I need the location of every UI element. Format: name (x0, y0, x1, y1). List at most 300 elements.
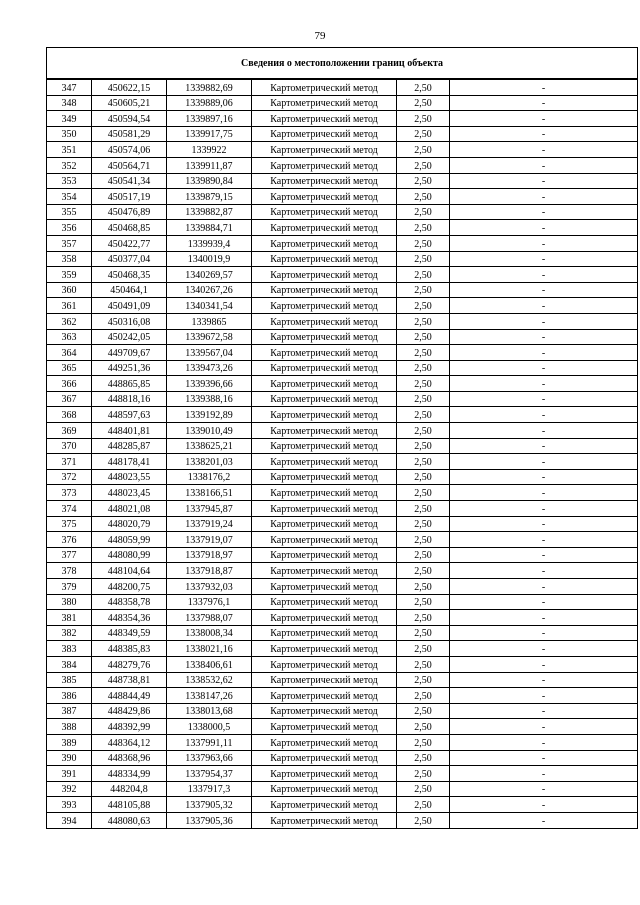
point-number-cell: 360 (47, 282, 92, 298)
x-coordinate-cell: 448279,76 (92, 656, 167, 672)
precision-cell: 2,50 (397, 563, 450, 579)
description-cell: - (450, 407, 638, 423)
precision-cell: 2,50 (397, 345, 450, 361)
description-cell: - (450, 173, 638, 189)
method-cell: Картометрический метод (252, 641, 397, 657)
precision-cell: 2,50 (397, 469, 450, 485)
method-cell: Картометрический метод (252, 812, 397, 828)
precision-cell: 2,50 (397, 235, 450, 251)
y-coordinate-cell: 1339882,87 (167, 204, 252, 220)
table-row (47, 267, 638, 283)
table-row (47, 688, 638, 704)
table-header: Сведения о местоположении границ объекта (47, 48, 638, 80)
precision-cell: 2,50 (397, 485, 450, 501)
x-coordinate-cell: 448385,83 (92, 641, 167, 657)
description-cell: - (450, 189, 638, 205)
y-coordinate-cell: 1337919,24 (167, 516, 252, 532)
table-row (47, 812, 638, 828)
method-cell: Картометрический метод (252, 126, 397, 142)
precision-cell: 2,50 (397, 189, 450, 205)
method-cell: Картометрический метод (252, 189, 397, 205)
table-row (47, 703, 638, 719)
description-cell: - (450, 766, 638, 782)
y-coordinate-cell: 1339865 (167, 313, 252, 329)
y-coordinate-cell: 1339922 (167, 142, 252, 158)
table-row (47, 329, 638, 345)
precision-cell: 2,50 (397, 79, 450, 95)
point-number-cell: 373 (47, 485, 92, 501)
x-coordinate-cell: 450476,89 (92, 204, 167, 220)
page-number: 79 (314, 30, 326, 42)
description-cell: - (450, 423, 638, 439)
x-coordinate-cell: 450491,09 (92, 298, 167, 314)
x-coordinate-cell: 450468,35 (92, 267, 167, 283)
y-coordinate-cell: 1339567,04 (167, 345, 252, 361)
x-coordinate-cell: 448204,8 (92, 781, 167, 797)
point-number-cell: 352 (47, 157, 92, 173)
precision-cell: 2,50 (397, 313, 450, 329)
method-cell: Картометрический метод (252, 438, 397, 454)
description-cell: - (450, 501, 638, 517)
precision-cell: 2,50 (397, 454, 450, 470)
point-number-cell: 374 (47, 501, 92, 517)
precision-cell: 2,50 (397, 547, 450, 563)
point-number-cell: 368 (47, 407, 92, 423)
y-coordinate-cell: 1339882,69 (167, 79, 252, 95)
precision-cell: 2,50 (397, 267, 450, 283)
description-cell: - (450, 641, 638, 657)
method-cell: Картометрический метод (252, 547, 397, 563)
description-cell: - (450, 703, 638, 719)
table-row (47, 641, 638, 657)
x-coordinate-cell: 448080,63 (92, 812, 167, 828)
table-row (47, 454, 638, 470)
point-number-cell: 393 (47, 797, 92, 813)
y-coordinate-cell: 1339672,58 (167, 329, 252, 345)
point-number-cell: 386 (47, 688, 92, 704)
precision-cell: 2,50 (397, 797, 450, 813)
table-row (47, 797, 638, 813)
method-cell: Картометрический метод (252, 111, 397, 127)
point-number-cell: 381 (47, 610, 92, 626)
precision-cell: 2,50 (397, 251, 450, 267)
table-row (47, 173, 638, 189)
precision-cell: 2,50 (397, 126, 450, 142)
x-coordinate-cell: 448020,79 (92, 516, 167, 532)
x-coordinate-cell: 448023,55 (92, 469, 167, 485)
description-cell: - (450, 220, 638, 236)
precision-cell: 2,50 (397, 516, 450, 532)
y-coordinate-cell: 1339396,66 (167, 376, 252, 392)
method-cell: Картометрический метод (252, 204, 397, 220)
description-cell: - (450, 454, 638, 470)
precision-cell: 2,50 (397, 157, 450, 173)
table-row (47, 423, 638, 439)
point-number-cell: 355 (47, 204, 92, 220)
precision-cell: 2,50 (397, 407, 450, 423)
method-cell: Картометрический метод (252, 157, 397, 173)
precision-cell: 2,50 (397, 781, 450, 797)
description-cell: - (450, 204, 638, 220)
table-row (47, 391, 638, 407)
y-coordinate-cell: 1337991,11 (167, 734, 252, 750)
y-coordinate-cell: 1339889,06 (167, 95, 252, 111)
precision-cell: 2,50 (397, 610, 450, 626)
description-cell: - (450, 688, 638, 704)
y-coordinate-cell: 1337945,87 (167, 501, 252, 517)
point-number-cell: 392 (47, 781, 92, 797)
table-row (47, 251, 638, 267)
point-number-cell: 347 (47, 79, 92, 95)
table-row (47, 189, 638, 205)
description-cell: - (450, 485, 638, 501)
x-coordinate-cell: 448844,49 (92, 688, 167, 704)
precision-cell: 2,50 (397, 111, 450, 127)
x-coordinate-cell: 448354,36 (92, 610, 167, 626)
y-coordinate-cell: 1339897,16 (167, 111, 252, 127)
method-cell: Картометрический метод (252, 235, 397, 251)
point-number-cell: 394 (47, 812, 92, 828)
description-cell: - (450, 95, 638, 111)
description-cell: - (450, 594, 638, 610)
x-coordinate-cell: 450242,05 (92, 329, 167, 345)
y-coordinate-cell: 1338008,34 (167, 625, 252, 641)
point-number-cell: 378 (47, 563, 92, 579)
description-cell: - (450, 781, 638, 797)
x-coordinate-cell: 448334,99 (92, 766, 167, 782)
y-coordinate-cell: 1337963,66 (167, 750, 252, 766)
method-cell: Картометрический метод (252, 298, 397, 314)
y-coordinate-cell: 1337919,07 (167, 532, 252, 548)
table-row (47, 563, 638, 579)
method-cell: Картометрический метод (252, 313, 397, 329)
x-coordinate-cell: 448364,12 (92, 734, 167, 750)
method-cell: Картометрический метод (252, 703, 397, 719)
y-coordinate-cell: 1337976,1 (167, 594, 252, 610)
method-cell: Картометрический метод (252, 501, 397, 517)
point-number-cell: 385 (47, 672, 92, 688)
y-coordinate-cell: 1339879,15 (167, 189, 252, 205)
method-cell: Картометрический метод (252, 454, 397, 470)
x-coordinate-cell: 448200,75 (92, 579, 167, 595)
x-coordinate-cell: 450564,71 (92, 157, 167, 173)
table-row (47, 313, 638, 329)
table-row (47, 142, 638, 158)
point-number-cell: 361 (47, 298, 92, 314)
description-cell: - (450, 469, 638, 485)
method-cell: Картометрический метод (252, 142, 397, 158)
description-cell: - (450, 79, 638, 95)
table-row (47, 625, 638, 641)
y-coordinate-cell: 1340267,26 (167, 282, 252, 298)
x-coordinate-cell: 450622,15 (92, 79, 167, 95)
description-cell: - (450, 625, 638, 641)
x-coordinate-cell: 448023,45 (92, 485, 167, 501)
x-coordinate-cell: 450594,54 (92, 111, 167, 127)
point-number-cell: 351 (47, 142, 92, 158)
method-cell: Картометрический метод (252, 173, 397, 189)
point-number-cell: 384 (47, 656, 92, 672)
point-number-cell: 391 (47, 766, 92, 782)
point-number-cell: 370 (47, 438, 92, 454)
table-row (47, 501, 638, 517)
x-coordinate-cell: 450574,06 (92, 142, 167, 158)
table-row (47, 298, 638, 314)
method-cell: Картометрический метод (252, 579, 397, 595)
y-coordinate-cell: 1337932,03 (167, 579, 252, 595)
description-cell: - (450, 563, 638, 579)
point-number-cell: 389 (47, 734, 92, 750)
table-row (47, 766, 638, 782)
method-cell: Картометрический метод (252, 766, 397, 782)
precision-cell: 2,50 (397, 719, 450, 735)
x-coordinate-cell: 448597,63 (92, 407, 167, 423)
method-cell: Картометрический метод (252, 79, 397, 95)
x-coordinate-cell: 449709,67 (92, 345, 167, 361)
x-coordinate-cell: 448059,99 (92, 532, 167, 548)
y-coordinate-cell: 1339473,26 (167, 360, 252, 376)
x-coordinate-cell: 448104,64 (92, 563, 167, 579)
description-cell: - (450, 532, 638, 548)
point-number-cell: 358 (47, 251, 92, 267)
description-cell: - (450, 329, 638, 345)
method-cell: Картометрический метод (252, 423, 397, 439)
table-row (47, 656, 638, 672)
x-coordinate-cell: 448865,85 (92, 376, 167, 392)
method-cell: Картометрический метод (252, 781, 397, 797)
point-number-cell: 371 (47, 454, 92, 470)
y-coordinate-cell: 1338013,68 (167, 703, 252, 719)
description-cell: - (450, 579, 638, 595)
table-row (47, 547, 638, 563)
y-coordinate-cell: 1340019,9 (167, 251, 252, 267)
point-number-cell: 363 (47, 329, 92, 345)
description-cell: - (450, 251, 638, 267)
point-number-cell: 387 (47, 703, 92, 719)
y-coordinate-cell: 1337905,32 (167, 797, 252, 813)
y-coordinate-cell: 1339884,71 (167, 220, 252, 236)
method-cell: Картометрический метод (252, 656, 397, 672)
method-cell: Картометрический метод (252, 376, 397, 392)
y-coordinate-cell: 1337918,97 (167, 547, 252, 563)
x-coordinate-cell: 450541,34 (92, 173, 167, 189)
x-coordinate-cell: 450517,19 (92, 189, 167, 205)
precision-cell: 2,50 (397, 360, 450, 376)
y-coordinate-cell: 1338176,2 (167, 469, 252, 485)
precision-cell: 2,50 (397, 812, 450, 828)
precision-cell: 2,50 (397, 766, 450, 782)
y-coordinate-cell: 1340269,57 (167, 267, 252, 283)
point-number-cell: 369 (47, 423, 92, 439)
precision-cell: 2,50 (397, 656, 450, 672)
y-coordinate-cell: 1338406,61 (167, 656, 252, 672)
description-cell: - (450, 142, 638, 158)
method-cell: Картометрический метод (252, 469, 397, 485)
table-body (47, 79, 638, 828)
description-cell: - (450, 298, 638, 314)
point-number-cell: 349 (47, 111, 92, 127)
point-number-cell: 348 (47, 95, 92, 111)
precision-cell: 2,50 (397, 423, 450, 439)
y-coordinate-cell: 1337905,36 (167, 812, 252, 828)
description-cell: - (450, 797, 638, 813)
point-number-cell: 350 (47, 126, 92, 142)
x-coordinate-cell: 450464,1 (92, 282, 167, 298)
x-coordinate-cell: 450316,08 (92, 313, 167, 329)
method-cell: Картометрический метод (252, 625, 397, 641)
precision-cell: 2,50 (397, 501, 450, 517)
x-coordinate-cell: 448358,78 (92, 594, 167, 610)
table-row (47, 111, 638, 127)
precision-cell: 2,50 (397, 532, 450, 548)
y-coordinate-cell: 1339388,16 (167, 391, 252, 407)
x-coordinate-cell: 450422,77 (92, 235, 167, 251)
x-coordinate-cell: 448401,81 (92, 423, 167, 439)
y-coordinate-cell: 1339939,4 (167, 235, 252, 251)
y-coordinate-cell: 1338021,16 (167, 641, 252, 657)
table-row (47, 516, 638, 532)
method-cell: Картометрический метод (252, 563, 397, 579)
description-cell: - (450, 719, 638, 735)
method-cell: Картометрический метод (252, 391, 397, 407)
description-cell: - (450, 672, 638, 688)
x-coordinate-cell: 450468,85 (92, 220, 167, 236)
precision-cell: 2,50 (397, 204, 450, 220)
point-number-cell: 390 (47, 750, 92, 766)
x-coordinate-cell: 448738,81 (92, 672, 167, 688)
x-coordinate-cell: 448429,86 (92, 703, 167, 719)
description-cell: - (450, 812, 638, 828)
table-row (47, 204, 638, 220)
boundary-coordinates-table (46, 47, 638, 829)
point-number-cell: 367 (47, 391, 92, 407)
point-number-cell: 388 (47, 719, 92, 735)
y-coordinate-cell: 1337918,87 (167, 563, 252, 579)
description-cell: - (450, 734, 638, 750)
description-cell: - (450, 438, 638, 454)
precision-cell: 2,50 (397, 641, 450, 657)
precision-cell: 2,50 (397, 734, 450, 750)
y-coordinate-cell: 1339890,84 (167, 173, 252, 189)
precision-cell: 2,50 (397, 142, 450, 158)
table-row (47, 95, 638, 111)
y-coordinate-cell: 1339192,89 (167, 407, 252, 423)
y-coordinate-cell: 1338166,51 (167, 485, 252, 501)
precision-cell: 2,50 (397, 594, 450, 610)
y-coordinate-cell: 1340341,54 (167, 298, 252, 314)
precision-cell: 2,50 (397, 298, 450, 314)
point-number-cell: 365 (47, 360, 92, 376)
description-cell: - (450, 282, 638, 298)
y-coordinate-cell: 1338201,03 (167, 454, 252, 470)
method-cell: Картометрический метод (252, 797, 397, 813)
precision-cell: 2,50 (397, 625, 450, 641)
x-coordinate-cell: 448368,96 (92, 750, 167, 766)
description-cell: - (450, 360, 638, 376)
table-row (47, 781, 638, 797)
method-cell: Картометрический метод (252, 251, 397, 267)
point-number-cell: 359 (47, 267, 92, 283)
table-row (47, 610, 638, 626)
x-coordinate-cell: 448818,16 (92, 391, 167, 407)
precision-cell: 2,50 (397, 391, 450, 407)
table-row (47, 282, 638, 298)
x-coordinate-cell: 448080,99 (92, 547, 167, 563)
x-coordinate-cell: 449251,36 (92, 360, 167, 376)
precision-cell: 2,50 (397, 750, 450, 766)
table-row (47, 407, 638, 423)
method-cell: Картометрический метод (252, 516, 397, 532)
x-coordinate-cell: 450377,04 (92, 251, 167, 267)
method-cell: Картометрический метод (252, 594, 397, 610)
precision-cell: 2,50 (397, 376, 450, 392)
description-cell: - (450, 750, 638, 766)
table-row (47, 157, 638, 173)
point-number-cell: 382 (47, 625, 92, 641)
point-number-cell: 379 (47, 579, 92, 595)
table-row (47, 594, 638, 610)
precision-cell: 2,50 (397, 438, 450, 454)
table-row (47, 672, 638, 688)
description-cell: - (450, 610, 638, 626)
table-row (47, 376, 638, 392)
method-cell: Картометрический метод (252, 688, 397, 704)
y-coordinate-cell: 1338532,62 (167, 672, 252, 688)
table-row (47, 579, 638, 595)
x-coordinate-cell: 448285,87 (92, 438, 167, 454)
description-cell: - (450, 235, 638, 251)
table-row (47, 79, 638, 95)
description-cell: - (450, 516, 638, 532)
precision-cell: 2,50 (397, 95, 450, 111)
y-coordinate-cell: 1339911,87 (167, 157, 252, 173)
y-coordinate-cell: 1337954,37 (167, 766, 252, 782)
x-coordinate-cell: 448105,88 (92, 797, 167, 813)
y-coordinate-cell: 1337917,3 (167, 781, 252, 797)
precision-cell: 2,50 (397, 703, 450, 719)
method-cell: Картометрический метод (252, 282, 397, 298)
description-cell: - (450, 111, 638, 127)
point-number-cell: 377 (47, 547, 92, 563)
point-number-cell: 356 (47, 220, 92, 236)
precision-cell: 2,50 (397, 688, 450, 704)
precision-cell: 2,50 (397, 173, 450, 189)
y-coordinate-cell: 1338147,26 (167, 688, 252, 704)
method-cell: Картометрический метод (252, 407, 397, 423)
point-number-cell: 376 (47, 532, 92, 548)
point-number-cell: 375 (47, 516, 92, 532)
method-cell: Картометрический метод (252, 734, 397, 750)
method-cell: Картометрический метод (252, 360, 397, 376)
method-cell: Картометрический метод (252, 345, 397, 361)
method-cell: Картометрический метод (252, 267, 397, 283)
method-cell: Картометрический метод (252, 750, 397, 766)
method-cell: Картометрический метод (252, 95, 397, 111)
y-coordinate-cell: 1339917,75 (167, 126, 252, 142)
method-cell: Картометрический метод (252, 329, 397, 345)
table-header-row (47, 48, 638, 80)
description-cell: - (450, 656, 638, 672)
table-row (47, 719, 638, 735)
point-number-cell: 353 (47, 173, 92, 189)
point-number-cell: 383 (47, 641, 92, 657)
precision-cell: 2,50 (397, 282, 450, 298)
method-cell: Картометрический метод (252, 485, 397, 501)
point-number-cell: 380 (47, 594, 92, 610)
y-coordinate-cell: 1337988,07 (167, 610, 252, 626)
description-cell: - (450, 376, 638, 392)
precision-cell: 2,50 (397, 579, 450, 595)
